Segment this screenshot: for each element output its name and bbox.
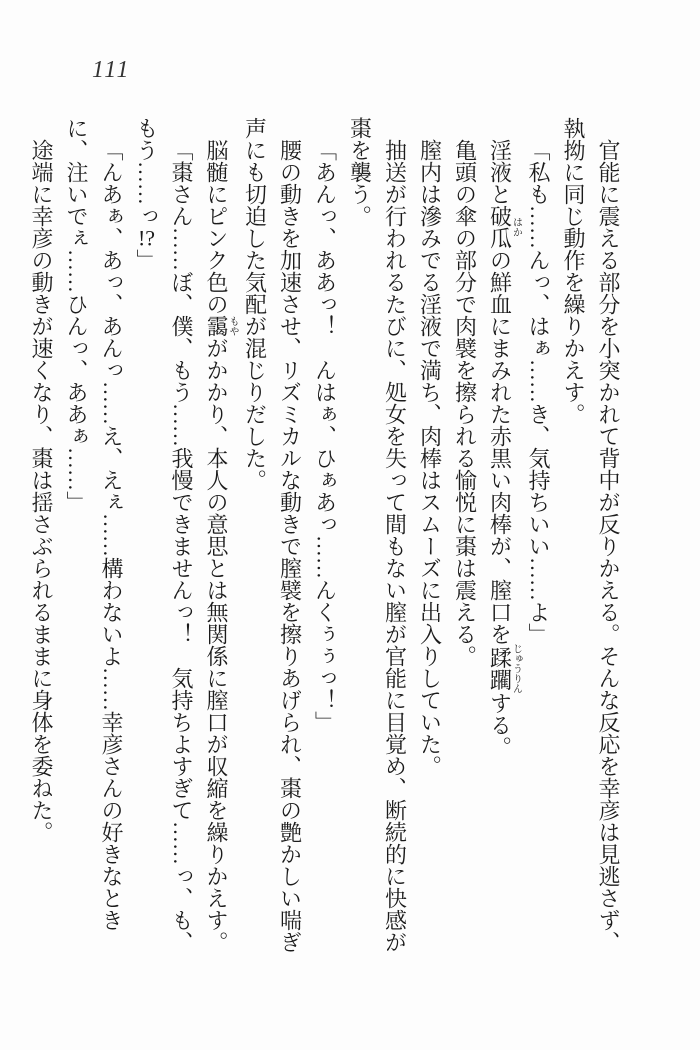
paragraph-1-narration: 官能に震える部分を小突かれて背中が反りかえる。そんな反応を幸彦は見逃さず、執拗に同じ動作を繰りかえす。 bbox=[561, 117, 621, 953]
paragraph-7-dialogue: 「あんっ、ああっ！ んはぁ、ひぁあっ……んくぅぅっ！」 bbox=[312, 139, 338, 733]
paragraph-6-narration: 抽送が行われるたびに、処女を失って間もない膣が官能に目覚め、断続的に快感が棗を襲う。 bbox=[347, 117, 408, 953]
paragraph-4-narration: 亀頭の傘の部分で肉襞を擦られる愉悦に棗は震える。 bbox=[452, 139, 478, 667]
paragraph-11-dialogue: 「んあぁ、あっ、あんっ……え、えぇ……構わないよ……幸彦さんの好きなときに、注いでぇ……ひんっ、ああぁ……」 bbox=[64, 117, 124, 931]
ruby-annotated-word: 破瓜はか bbox=[487, 205, 522, 249]
paragraph-8-narration: 腰の動きを加速させ、リズミカルな動きで膣襞を擦りあげられ、棗の艶かしい喘ぎ声にも切迫した気配が混じりだした。 bbox=[242, 117, 303, 953]
paragraph-5-narration: 膣内は滲みでる淫液で満ち、肉棒はスムーズに出入りしていた。 bbox=[417, 139, 443, 777]
tate-chu-yoko-text: !? bbox=[137, 227, 156, 249]
paragraph-9-narration: 脳髄にピンク色の靄もやがかかり、本人の意思とは無関係に膣口が収縮を繰りかえす。 bbox=[204, 139, 238, 953]
ruby-annotated-word: 靄もや bbox=[204, 315, 238, 337]
paragraph-10-dialogue: 「棗さん……ぼ、僕、もう……我慢できませんっ！ 気持ちよすぎて……っ、も、もう……っ!?」 bbox=[134, 117, 194, 953]
page-number: 111 bbox=[92, 57, 131, 83]
ruby-annotated-word: 蹂躙じゅうりん bbox=[487, 643, 522, 694]
paragraph-12-narration: 途端に幸彦の動きが速くなり、棗は揺さぶられるままに身体を委ねた。 bbox=[29, 139, 54, 843]
vertical-text-block bbox=[31, 117, 626, 967]
paragraph-2-dialogue: 「私も……んっ、はぁ……き、気持ちいい……よ」 bbox=[526, 139, 551, 645]
paragraph-3-narration: 淫液と破瓜はかの鮮血にまみれた赤黒い肉棒が、膣口を蹂躙じゅうりんする。 bbox=[487, 139, 522, 758]
